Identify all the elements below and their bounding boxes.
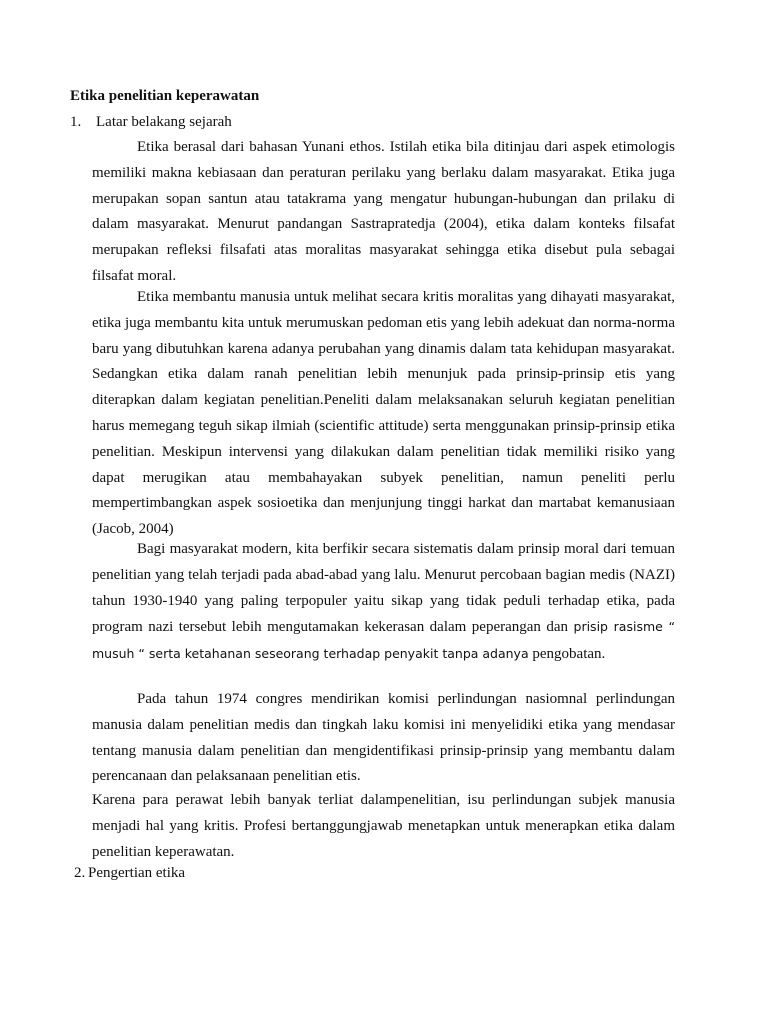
paragraph-sejarah-nazi [92, 537, 675, 668]
paragraph-text-mixed-font: prisip rasisme “ musuh “ serta ketahanan seseorang terhadap penyakit tanpa adanya [92, 619, 676, 662]
paragraph-text-lead: Bagi masyarakat modern, kita berfikir secara sistematis dalam prinsip moral dari temuan penelitian yang telah terjadi pada abad-abad yang lalu. Menurut percobaan bagian medis (NAZI) tahun 1930-1940 yang paling terpopuler yaitu sikap yang tidak peduli terhadap etika, pada program nazi tersebut lebih mengutamakan kekerasan dalam peperangan dan [92, 541, 675, 636]
paragraph-etimologi: Etika berasal dari bahasan Yunani ethos. Istilah etika bila ditinjau dari aspek etimologis memiliki makna kebiasaan dan peraturan perilaku yang berlaku dalam masyarakat. Etika juga merupakan sopan santun atau tatakrama yang mengatur hubungan-hubungan dan prilaku di dalam masyarakat. Menurut pandangan Sastrapratedja (2004), etika dalam konteks filsafat merupakan refleksi filsafati atas moralitas masyarakat sehingga etika disebut pula sebagai filsafat moral. [92, 139, 675, 284]
section-heading-label: Latar belakang sejarah [96, 114, 232, 130]
paragraph-perawat: Karena para perawat lebih banyak terliat dalampenelitian, isu perlindungan subjek manusia menjadi hal yang kritis. Profesi bertanggungjawab menetapkan untuk menerapkan etika dalam penelitian keperawatan. [92, 792, 675, 860]
section-heading-label: Pengertian etika [88, 865, 186, 881]
paragraph-etika-penelitian: Etika membantu manusia untuk melihat secara kritis moralitas yang dihayati masyarakat, etika juga membantu kita untuk merumuskan pedoman etis yang lebih adekuat dan norma-norma baru yang dibutuhkan karena adanya perubahan yang dinamis dalam tata kehidupan masyarakat. Sedangkan etika dalam ranah penelitian lebih menunjuk pada prinsip-prinsip etis yang diterapkan dalam kegiatan penelitian.Peneliti dalam melaksanakan seluruh kegiatan penelitian harus memegang teguh sikap ilmiah (scientific attitude) serta menggunakan prinsip-prinsip etika penelitian. Meskipun intervensi yang dilakukan dalam penelitian tidak memiliki risiko yang dapat merugikan atau membahayakan subyek penelitian, namun peneliti perlu mempertimbangkan aspek sosioetika dan menjunjung tinggi harkat dan martabat kemanusiaan (Jacob, 2004) [92, 289, 675, 538]
paragraph-komisi-1974: Pada tahun 1974 congres mendirikan komisi perlindungan nasiomnal perlindungan manusia dalam penelitian medis dan tingkah laku komisi ini menyelidiki etika yang mendasar tentang manusia dalam penelitian dan mengidentifikasi prinsip-prinsip yang membantu dalam perencanaan dan pelaksanaan penelitian etis. [92, 691, 675, 785]
section-number: 2. [74, 865, 86, 881]
section-number: 1. [70, 114, 82, 130]
document-title: Etika penelitian keperawatan [70, 88, 260, 104]
paragraph-text-tail: pengobatan. [532, 646, 606, 663]
section-heading-latar-belakang [70, 113, 232, 132]
section-heading-pengertian-etika [74, 864, 185, 883]
